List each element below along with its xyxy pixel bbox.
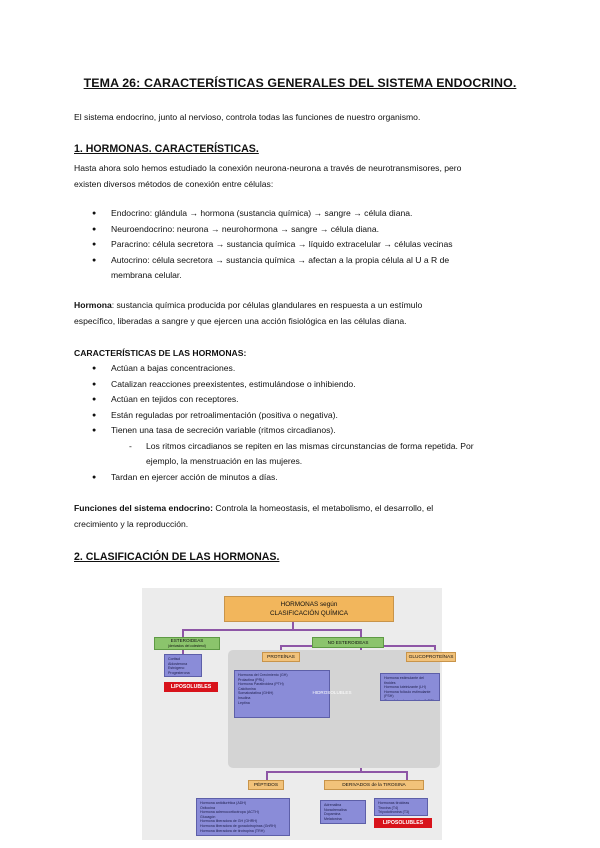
list-item: ● Paracrino: célula secretora → sustancia química → líquido extracelular → células vecinas [92, 237, 522, 253]
list-item: Hormona luteinizante (LH) [384, 685, 426, 690]
section2-heading: 2. CLASIFICACIÓN DE LAS HORMONAS. [74, 551, 280, 563]
funciones-line1 [74, 501, 534, 517]
list-item: Prolactina (PRL) [238, 677, 265, 682]
list-item: ● Actúan a bajas concentraciones. [92, 361, 522, 377]
list-item: Hormona estimulante del tiroides [384, 676, 424, 685]
connector-line [406, 771, 408, 780]
hormona-label: Hormona [74, 300, 112, 310]
list-item: ● Catalizan reacciones preexistentes, estimulándose o inhibiendo. [92, 377, 522, 393]
list-item: Hormona liberadora de gonadotropinas (GnRH) [200, 823, 276, 828]
list-item: Hormona del Crecimiento (GH) [238, 673, 288, 677]
hormona-definition-line2: específico, liberadas a sangre y que ejercen una acción fisiológica en las células diana. [74, 315, 407, 326]
list-item: Calcitonina [238, 686, 256, 691]
sub-line1: Los ritmos circadianos se repiten en las mismas circunstancias de forma repetida. Por [146, 440, 474, 451]
proteinas-box: PROTEÍNAS [262, 652, 300, 662]
sub-list-item [111, 439, 522, 470]
document-title: TEMA 26: CARACTERÍSTICAS GENERALES DEL SISTEMA ENDOCRINO. [83, 76, 517, 90]
list-item: ● Están reguladas por retroalimentación (positiva o negativa). [92, 408, 522, 424]
section1-paragraph-line2: existen diversos métodos de conexión entre células: [74, 178, 274, 189]
list-item: Gonadotropina coriónica (hCG) [384, 698, 434, 701]
connector-line [360, 629, 362, 637]
list-item: ● Tardan en ejercer acción de minutos a días. [92, 470, 522, 486]
list-item [92, 253, 522, 284]
connector-line [266, 771, 408, 773]
list-item: ● Actúan en tejidos con receptores. [92, 392, 522, 408]
section1-paragraph [74, 161, 534, 192]
ritmos-item-text: Tienen una tasa de secreción variable (ritmos circadianos). [111, 425, 336, 435]
glucoproteinas-box: GLUCOPROTEÍNAS [406, 652, 456, 662]
funciones-text: Controla la homeostasis, el metabolismo, el desarrollo, el [212, 503, 434, 513]
esteroideas-list-box [164, 654, 202, 677]
autocrino-line2: membrana celular. [111, 270, 182, 280]
list-item: Glucagón [200, 814, 216, 819]
list-item: ● Endocrino: glándula → hormona (sustancia química) → sangre → célula diana. [92, 206, 522, 222]
list-item: Leptina [238, 700, 250, 705]
classification-diagram [142, 588, 454, 840]
peptidos-list-box [196, 798, 290, 836]
list-item: Estrógeno [168, 666, 185, 671]
connector-line [182, 629, 362, 631]
list-item: Hormona antidiurética (ADH) [200, 801, 247, 805]
glucoproteinas-list-box [380, 673, 440, 701]
list-item: Hormona folículo estimulante (FSH) [384, 689, 431, 699]
caracteristicas-heading: CARACTERÍSTICAS DE LAS HORMONAS: [74, 348, 247, 358]
section1-heading: 1. HORMONAS. CARACTERÍSTICAS. [74, 143, 259, 155]
list-item: Tiroxina (T4) [378, 805, 399, 810]
list-item: Insulina [238, 695, 251, 700]
list-item: Noradrenalina [324, 807, 347, 812]
tirosina-list-box [320, 800, 366, 824]
top-box-line2: CLASIFICACIÓN QUÍMICA [269, 610, 349, 617]
section1-paragraph-line1: Hasta ahora solo hemos estudiado la conexión neurona-neurona a través de neurotransmisores, pero [74, 163, 462, 173]
caracteristicas-list [92, 361, 522, 485]
funciones-label: Funciones del sistema endocrino: [74, 503, 213, 513]
hormona-definition [74, 298, 534, 329]
derivados-tirosina-box: DERIVADOS de la TIROSINA [324, 780, 424, 790]
funciones-line2: crecimiento y la reproducción. [74, 518, 189, 529]
hormona-definition-line1 [74, 298, 534, 314]
hormonas-clasificacion-box [224, 596, 394, 622]
hormona-def-text: : sustancia química producida por células glandulares en respuesta a un estímulo [111, 300, 423, 310]
sub-line2: ejemplo, la menstruación en las mujeres. [146, 456, 303, 466]
esteroideas-label: ESTEROIDEAS [170, 638, 204, 643]
hidrosolubles-label: HIDROSOLUBLES [312, 690, 352, 695]
list-item: Hormona Paratiroidea (PTH) [238, 682, 284, 687]
top-box-line1: HORMONAS según [280, 601, 338, 608]
peptidos-box: PÉPTIDOS [248, 780, 284, 790]
esteroideas-sub: (derivados del colesterol) [168, 644, 206, 648]
list-item: Hormona adrenocorticotropa (ACTH) [200, 810, 259, 815]
list-item: Dopamina [324, 812, 341, 817]
connector-line [182, 629, 184, 637]
tiroideas-list-box [374, 798, 428, 816]
list-item: Hormonas tiroideas [378, 801, 410, 805]
list-item: Progesterona [168, 670, 190, 675]
list-item [92, 423, 522, 470]
list-item: ● Neuroendocrino: neurona → neurohormona → sangre → célula diana. [92, 222, 522, 238]
liposolubles-left-badge: LIPOSOLUBLES [164, 682, 218, 692]
no-esteroideas-box: NO ESTEROIDEAS [312, 637, 384, 648]
connector-line [266, 771, 268, 780]
esteroideas-box [154, 637, 220, 650]
ritmos-sublist [111, 439, 522, 470]
list-item: Triyodotironina (T3) [378, 810, 410, 815]
funciones-paragraph [74, 501, 534, 532]
list-item: Somatostatina (GHIH) [238, 691, 274, 696]
list-item: Hormona liberadora de GH (GHRH) [200, 819, 258, 824]
list-item: Hormona liberadora de tirotropina (TRH) [200, 828, 265, 833]
liposolubles-right-badge: LIPOSOLUBLES [374, 818, 432, 828]
list-item: Melatonina [324, 816, 342, 821]
autocrino-line1: Autocrino: célula secretora → sustancia química → afectan a la propia célula al U a R de [111, 254, 450, 265]
list-item: Cortisol [168, 657, 181, 661]
connection-methods-list [92, 206, 522, 284]
intro-paragraph: El sistema endocrino, junto al nervioso, controla todas las funciones de nuestro organismo. [74, 112, 421, 122]
list-item: Oxitocina [200, 805, 215, 810]
list-item: Aldosterona [168, 661, 188, 666]
list-item: Adrenalina [324, 803, 342, 807]
